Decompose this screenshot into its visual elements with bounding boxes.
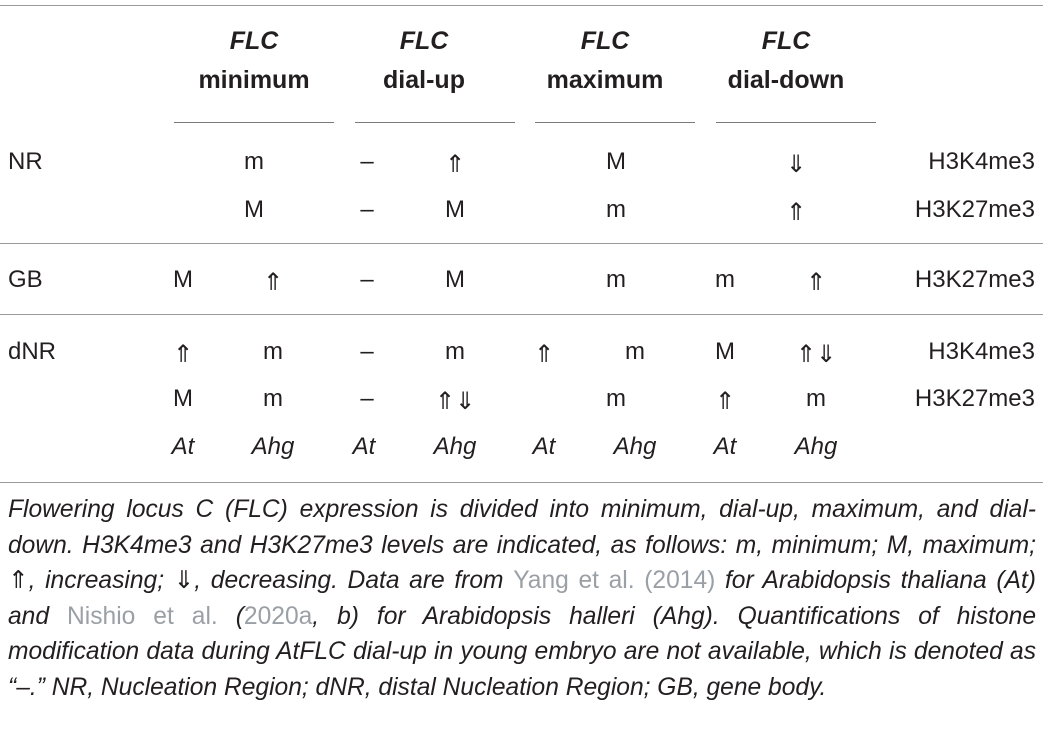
cell-value: M (715, 338, 735, 365)
species-label: Ahg (794, 433, 838, 460)
cell-value: – (360, 266, 374, 293)
cell-value: ⇑ (172, 341, 194, 368)
header-underline-maximum (535, 122, 695, 123)
cell-value: ⇑ (785, 199, 807, 226)
cell-value: M (606, 148, 626, 175)
header-gene: FLC (580, 27, 630, 55)
column-header-minimum (164, 22, 344, 100)
species-label: Ahg (251, 433, 295, 460)
row-mark: H3K27me3 (914, 385, 1035, 412)
cell-value: ⇑ (533, 341, 555, 368)
table-bottom-rule (0, 482, 1043, 483)
row-mark: H3K4me3 (928, 148, 1035, 175)
species-label: Ahg (433, 433, 477, 460)
cell-value: M (445, 266, 465, 293)
species-label: At (171, 433, 195, 460)
cell-value: ⇓ (785, 151, 807, 178)
cell-value: m (263, 385, 283, 412)
cell-value: m (625, 338, 645, 365)
table-top-rule (0, 5, 1043, 6)
citation-link-nishio[interactable]: Nishio et al. (67, 602, 218, 630)
header-phase: dial-down (727, 66, 845, 94)
cell-value: ⇑ (262, 269, 284, 296)
cell-value: m (263, 338, 283, 365)
cell-value: M (445, 196, 465, 223)
caption-text: ( (217, 602, 244, 630)
cell-value: m (445, 338, 465, 365)
row-label: dNR (8, 338, 57, 365)
row-mark: H3K4me3 (928, 338, 1035, 365)
citation-link-yang-2014[interactable]: Yang et al. (2014) (513, 567, 716, 595)
cell-value: ⇑ (714, 388, 736, 415)
cell-value: ⇑ (444, 151, 466, 178)
cell-value: m (606, 385, 626, 412)
caption-text: Flowering locus C (FLC) expression is divided into minimum, dial-up, maximum, and dial-down. H3K4me3 and H3K27me3 levels are indicated, as follows: m, minimum; M, maximum; ⇑, increasing; ⇓, decreasing. Data are from (8, 496, 1036, 595)
cell-value: m (606, 196, 626, 223)
header-phase: maximum (546, 66, 664, 94)
cell-value: m (715, 266, 735, 293)
cell-value: ⇑⇓ (434, 388, 476, 415)
cell-value: M (244, 196, 264, 223)
cell-value: m (244, 148, 264, 175)
header-gene: FLC (399, 27, 449, 55)
header-underline-minimum (174, 122, 334, 123)
caption-text: for Arabidopsis thaliana (At) and (8, 567, 1036, 630)
species-label: At (532, 433, 556, 460)
header-underline-dial-down (716, 122, 876, 123)
header-gene: FLC (761, 27, 811, 55)
cell-value: – (360, 196, 374, 223)
header-gene: FLC (229, 27, 279, 55)
row-mark: H3K27me3 (914, 266, 1035, 293)
cell-value: ⇑ (805, 269, 827, 296)
species-label: At (713, 433, 737, 460)
cell-value: M (173, 266, 193, 293)
row-divider-gb-dnr (0, 314, 1043, 315)
column-header-maximum (515, 22, 695, 100)
row-divider-nr-gb (0, 243, 1043, 244)
header-underline-dial-up (355, 122, 515, 123)
cell-value: m (606, 266, 626, 293)
cell-value: – (360, 385, 374, 412)
caption-text: , b) for Arabidopsis halleri (Ahg). Quantifications of histone modification data during AtFLC dial-up in young embryo are not available, which is denoted as “–.” NR, Nucleation Region; dNR, distal Nucleation Region; GB, gene body. (8, 602, 1037, 701)
row-mark: H3K27me3 (914, 196, 1035, 223)
column-header-dial-up (334, 22, 514, 100)
citation-link-2020a[interactable]: 2020a (243, 602, 313, 630)
header-phase: minimum (198, 66, 310, 94)
cell-value: ⇑⇓ (795, 341, 837, 368)
row-label: NR (8, 148, 43, 175)
species-label: At (352, 433, 376, 460)
cell-value: M (173, 385, 193, 412)
species-label: Ahg (613, 433, 657, 460)
table-caption (8, 492, 1036, 706)
cell-value: – (360, 338, 374, 365)
column-header-dial-down (696, 22, 876, 100)
cell-value: m (806, 385, 826, 412)
row-label: GB (8, 266, 43, 293)
cell-value: – (360, 148, 374, 175)
header-phase: dial-up (383, 66, 465, 94)
